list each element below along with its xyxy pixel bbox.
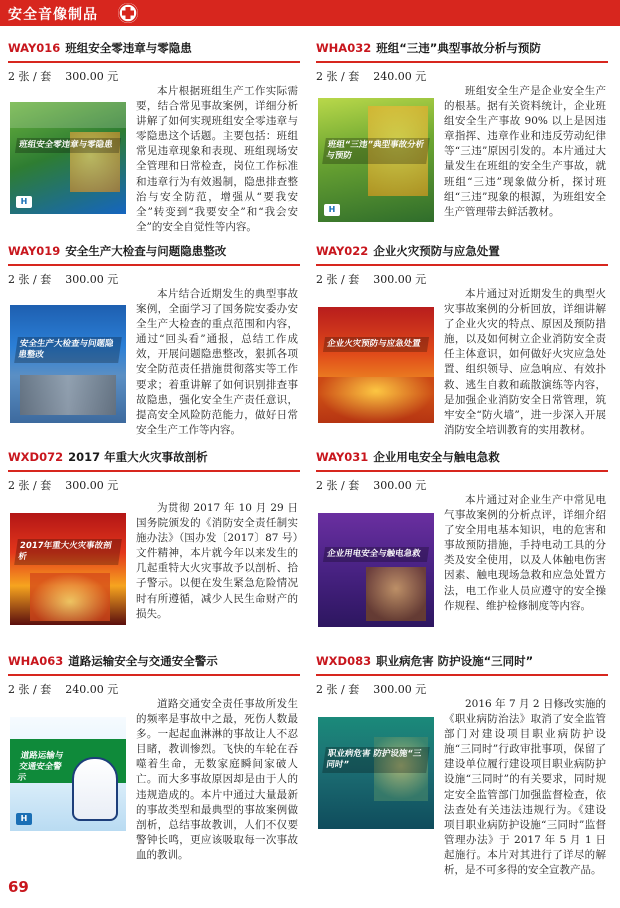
product-description: 本片结合近期发生的典型事故案例，全面学习了国务院安委办安全生产大检查的重点范围和内容，通过“回头看”通报，总结工作成效，开展问题隐患整改，狠抓各项安全防范责任措施贯彻落实等工作要求；着重讲解了如何识别排查事故隐患，强化安全生产责任意识，提高安全风险防范能力，做好日常安全生产工作等内容。 xyxy=(136,288,298,436)
dvd-cover-image xyxy=(10,717,126,831)
product-code: WHA063 xyxy=(8,654,64,668)
cover-title: 安全生产大检查与问题隐患整改 xyxy=(14,337,122,363)
product-heading xyxy=(316,40,606,60)
product-title: 企业火灾预防与应急处置 xyxy=(373,244,500,258)
product-heading xyxy=(8,653,298,673)
heading-rule xyxy=(8,470,300,472)
product-card xyxy=(8,40,302,240)
product-title: 安全生产大检查与问题隐患整改 xyxy=(65,244,227,258)
product-description: 为贯彻 2017 年 10 月 29 日国务院颁发的《消防安全责任制实施办法》（国办发〔2017〕87 号）文件精神，本片就今年以来发生的几起重特大火灾事故予以剖析、拾子警示。以便在发生紧急危险情况时有所遵循，减少人民生命财产的损失。 xyxy=(136,502,298,620)
price-amount: 300.00 元 xyxy=(65,479,119,492)
dvd-cover-image xyxy=(318,717,434,829)
price-amount: 300.00 元 xyxy=(373,273,427,286)
product-card xyxy=(316,243,610,443)
product-description: 2016 年 7 月 2 日修改实施的《职业病防治法》取消了安全监管部门对建设项目职业病防护设施“三同时”行政审批事项，保留了建设单位履行建设项目职业病防护设施“三同时”的有关要求，同时规定安全监管部门加强监督检查，依法查处有关违法违规行为。《建设项目职业病防护设施“三同时”监督管理办法》于 2017 年 5 月 1 日起施行。本片对其进行了详尽的解析，是不可多得的安全宣教产品。 xyxy=(444,698,606,877)
price-amount: 300.00 元 xyxy=(373,479,427,492)
dvd-cover-image xyxy=(318,98,434,222)
product-heading xyxy=(8,40,298,60)
product-price xyxy=(316,271,516,287)
dvd-cover-image xyxy=(10,102,126,214)
product-code: WXD083 xyxy=(316,654,372,668)
dvd-cover-image xyxy=(318,513,434,627)
cover-title: 企业用电安全与触电急救 xyxy=(323,547,429,562)
publisher-logo-icon: H xyxy=(16,196,32,208)
product-code: WXD072 xyxy=(8,450,64,464)
heading-rule xyxy=(8,264,300,266)
safety-cross-logo-icon xyxy=(118,3,138,23)
product-title: 职业病危害 防护设施“三同时” xyxy=(376,654,534,668)
cover-title: 2017年重大火灾事故剖析 xyxy=(14,539,122,565)
product-card xyxy=(8,449,302,649)
price-unit: 2 张 / 套 xyxy=(316,683,360,696)
product-heading xyxy=(316,243,606,263)
product-code: WHA032 xyxy=(316,41,372,55)
product-title: 2017 年重大火灾事故剖析 xyxy=(68,450,208,464)
product-description: 本片通过对企业生产中常见电气事故案例的分析点评，详细介绍了安全用电基本知识，电的危害和事故预防措施，手持电动工具的分类及安全使用，以及人体触电伤害因素、触电现场急救和应急处置方法，电工作业人员应遵守的安全操作规程、维护检修制度等内容。 xyxy=(444,494,606,612)
product-description: 班组安全生产是企业安全生产的根基。据有关资料统计，企业班组安全生产事故 90% 以上是因违章指挥、违章作业和违反劳动纪律等“三违”原因引发的。本片通过大量发生在班组的安全生产事故，就班组“三违”现象做分析，探讨班组“三违”现象的根源，为班组安全生产管理带去鲜活教材。 xyxy=(444,85,606,218)
product-heading xyxy=(8,243,298,263)
product-price xyxy=(316,68,516,84)
product-description: 本片根据班组生产工作实际需要，结合常见事故案例，详细分析讲解了如何实现班组安全零违章与零隐患这个话题。主要包括：班组常见违章现象和表现、班组现场安全管理和日常检查，岗位工作标准和违章行为有效遏制，隐患排查整治与安全防范，增强从“要我安全”转变到“我要安全”和“我会安全”的安全自觉性等内容。 xyxy=(136,85,298,233)
price-unit: 2 张 / 套 xyxy=(316,273,360,286)
product-price xyxy=(8,271,208,287)
price-amount: 300.00 元 xyxy=(65,70,119,83)
heading-rule xyxy=(8,674,300,676)
header-title: 安全音像制品 xyxy=(8,7,98,23)
cover-title: 班组“三违”典型事故分析与预防 xyxy=(322,138,430,164)
price-unit: 2 张 / 套 xyxy=(8,683,52,696)
product-code: WAY031 xyxy=(316,450,369,464)
heading-rule xyxy=(316,674,608,676)
price-unit: 2 张 / 套 xyxy=(8,479,52,492)
price-unit: 2 张 / 套 xyxy=(8,70,52,83)
product-code: WAY022 xyxy=(316,244,369,258)
product-title: 道路运输安全与交通安全警示 xyxy=(68,654,218,668)
product-price xyxy=(8,477,208,493)
product-description: 道路交通安全责任事故所发生的频率是事故中之最，死伤人数最多。一起起血淋淋的事故让人不忍目睹，教训惨烈。飞快的车轮在吞噬着生命，无数家庭瞬间家破人亡。而大多事故原因却是由于人的违规造成的。本片中通过大量最新的事故类型和最典型的事故案例做剖析，总结事故教训，人们不仅要警钟长鸣，更应该吸取每一次事故血的教训。 xyxy=(136,698,298,861)
heading-rule xyxy=(8,61,300,63)
product-title: 企业用电安全与触电急救 xyxy=(373,450,500,464)
product-title: 班组安全零违章与零隐患 xyxy=(65,41,192,55)
price-amount: 240.00 元 xyxy=(373,70,427,83)
product-price xyxy=(8,681,208,697)
heading-rule xyxy=(316,61,608,63)
publisher-logo-icon: H xyxy=(16,813,32,825)
product-heading xyxy=(316,449,606,469)
publisher-logo-icon: H xyxy=(324,204,340,216)
cover-title: 道路运输与交通安全警示 xyxy=(16,751,64,783)
cover-title: 企业火灾预防与应急处置 xyxy=(323,337,429,352)
heading-rule xyxy=(316,264,608,266)
price-amount: 300.00 元 xyxy=(65,273,119,286)
price-amount: 240.00 元 xyxy=(65,683,119,696)
dvd-cover-image xyxy=(10,513,126,625)
product-card xyxy=(316,653,610,877)
product-heading xyxy=(316,653,606,673)
product-card xyxy=(316,449,610,649)
price-amount: 300.00 元 xyxy=(373,683,427,696)
cover-title: 班组安全零违章与零隐患 xyxy=(15,138,121,153)
heading-rule xyxy=(316,470,608,472)
product-card xyxy=(316,40,610,240)
price-unit: 2 张 / 套 xyxy=(8,273,52,286)
dvd-cover-image xyxy=(10,305,126,423)
price-unit: 2 张 / 套 xyxy=(316,70,360,83)
product-heading xyxy=(8,449,298,469)
price-unit: 2 张 / 套 xyxy=(316,479,360,492)
product-title: 班组“三违”典型事故分析与预防 xyxy=(376,41,541,55)
product-price xyxy=(8,68,208,84)
product-code: WAY016 xyxy=(8,41,61,55)
product-card xyxy=(8,243,302,443)
dvd-cover-image xyxy=(318,307,434,423)
page-number: 69 xyxy=(8,878,29,896)
product-price xyxy=(316,477,516,493)
cover-title: 职业病危害 防护设施“三同时” xyxy=(322,747,430,773)
product-description: 本片通过对近期发生的典型火灾事故案例的分析回放，详细讲解了企业火灾的特点、原因及预防措施，以及如何树立企业消防安全责任主体意识，如何做好火灾应急处置、组织领导、应急响应、有效扑救、逃生自救和疏散演练等内容，是加强企业消防安全日常管理，筑牢安全“防火墙”，进一步深入开展消防安全培训教育的实用教材。 xyxy=(444,288,606,436)
product-card xyxy=(8,653,302,861)
product-code: WAY019 xyxy=(8,244,61,258)
product-price xyxy=(316,681,516,697)
